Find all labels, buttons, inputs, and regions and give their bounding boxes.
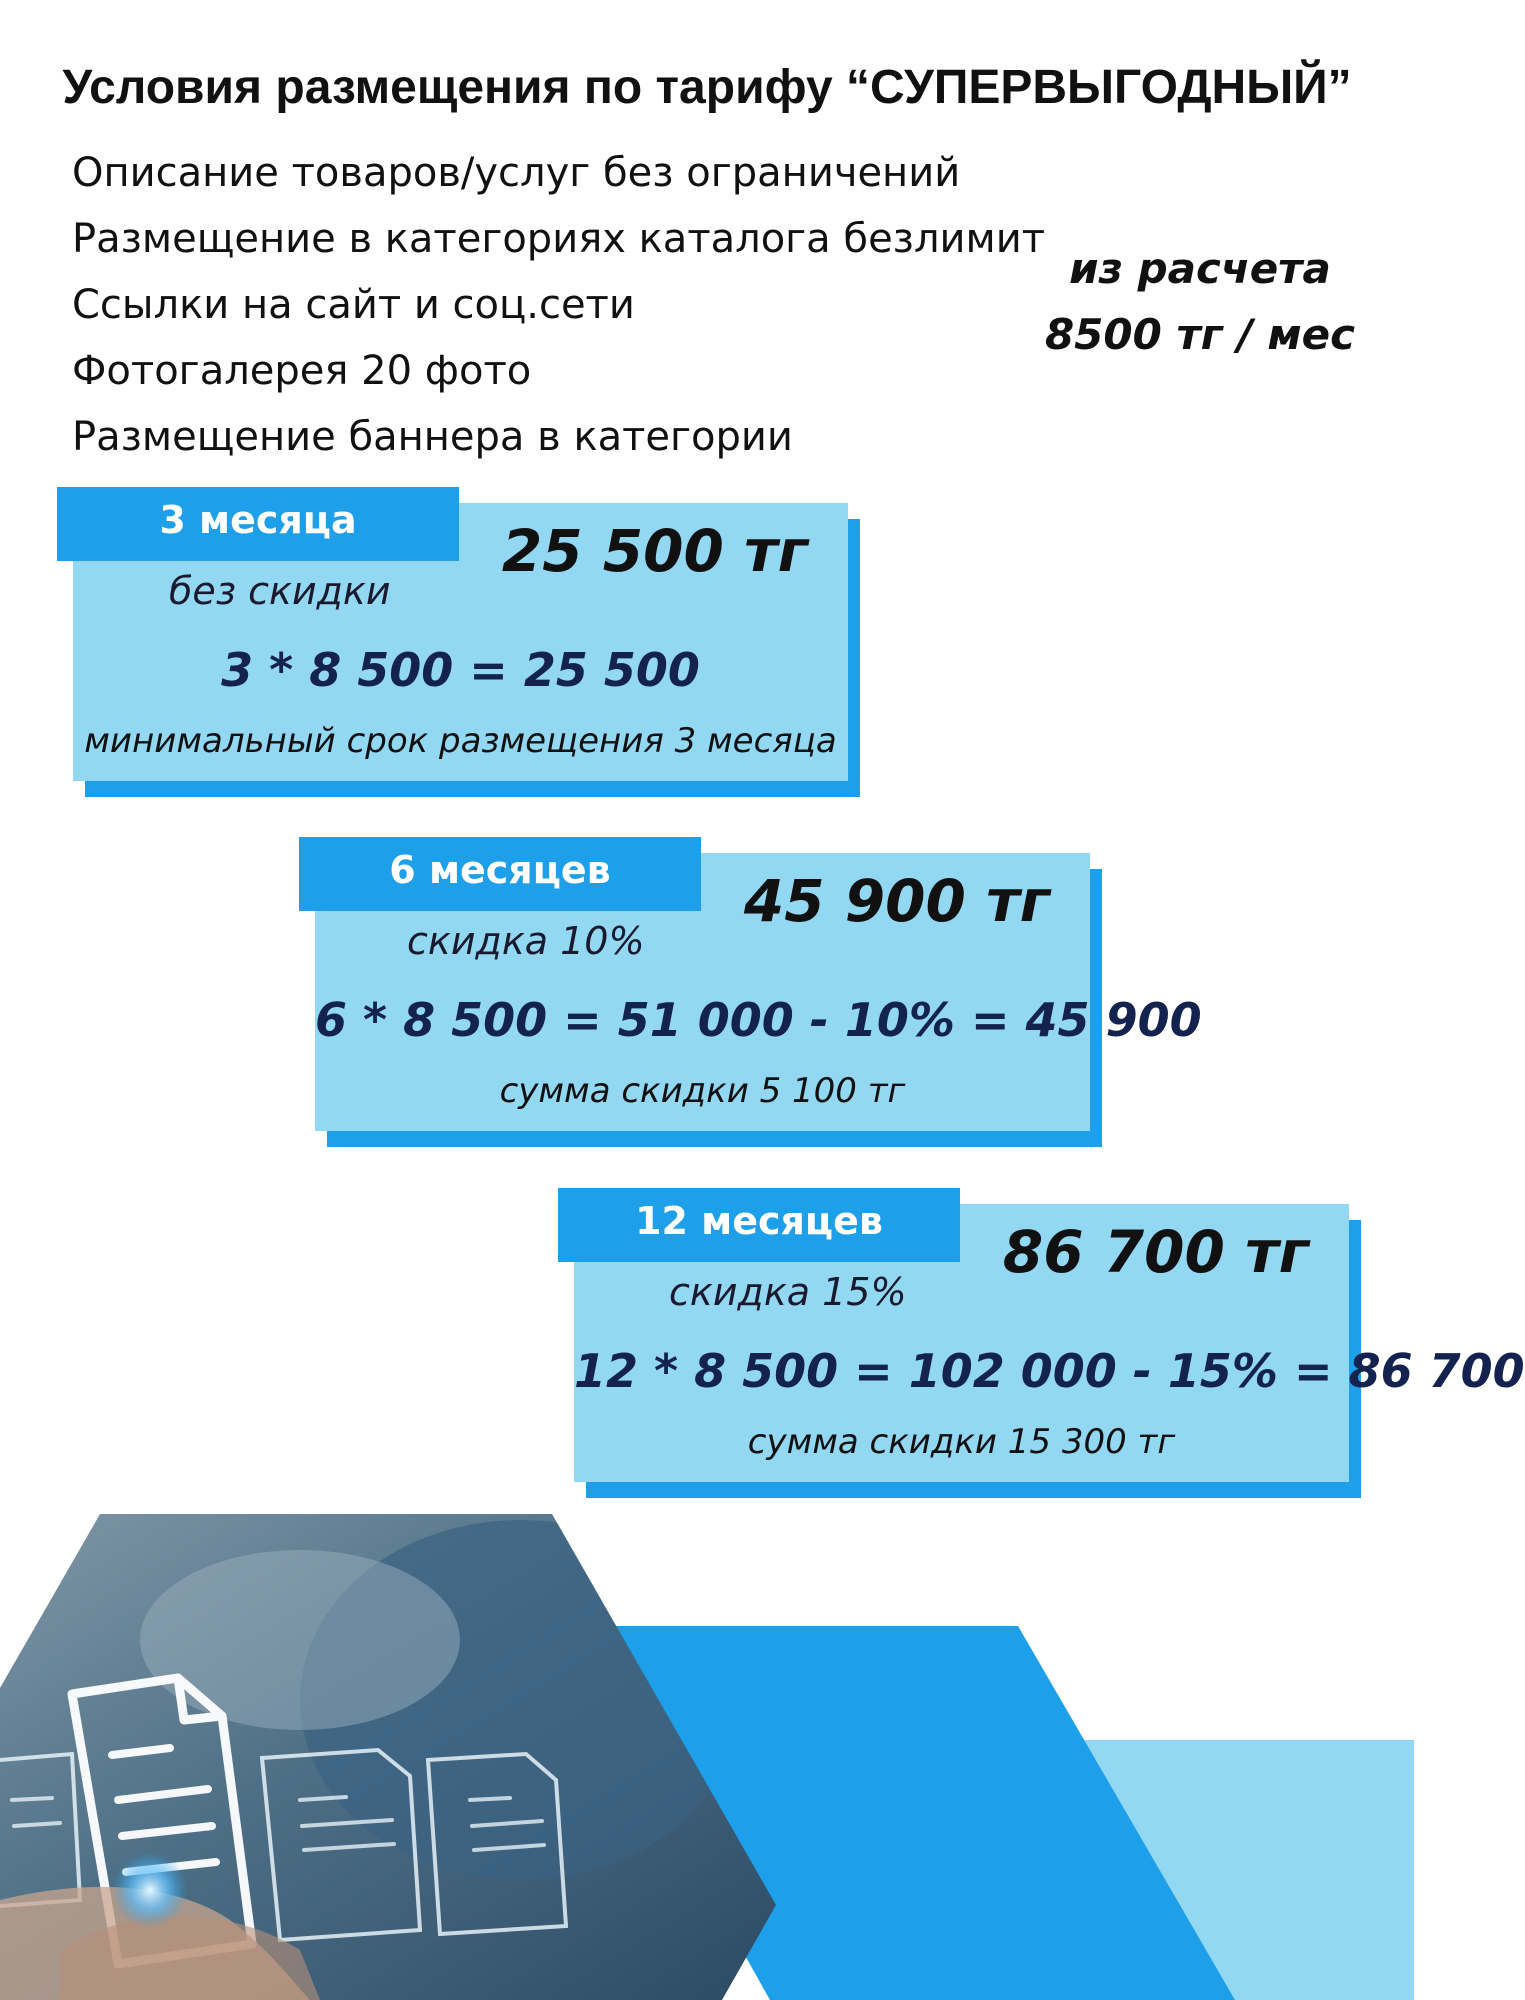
plan-period-label: 12 месяцев xyxy=(558,1188,960,1262)
hand-touching-documents-photo xyxy=(0,1514,800,2000)
plan-formula: 3 * 8 500 = 25 500 xyxy=(221,643,700,697)
plan-note: сумма скидки 5 100 тг xyxy=(499,1071,906,1111)
plan-price: 25 500 тг xyxy=(501,517,808,585)
feature-item: Размещение баннера в категории xyxy=(72,414,793,460)
plan-price: 86 700 тг xyxy=(1002,1218,1309,1286)
rate-line1: из расчета xyxy=(1069,244,1331,293)
feature-item: Ссылки на сайт и соц.сети xyxy=(72,282,635,328)
plan-note: сумма скидки 15 300 тг xyxy=(747,1422,1176,1462)
plan-price: 45 900 тг xyxy=(743,867,1050,935)
plan-discount: без скидки xyxy=(169,569,391,613)
plan-note: минимальный срок размещения 3 месяца xyxy=(84,721,837,761)
plan-discount: скидка 10% xyxy=(407,919,645,963)
rate-line2: 8500 тг / мес xyxy=(1044,310,1356,359)
plan-discount: скидка 15% xyxy=(669,1270,907,1314)
plan-formula: 6 * 8 500 = 51 000 - 10% = 45 900 xyxy=(315,993,1202,1047)
plan-period-label: 6 месяцев xyxy=(299,837,701,911)
plan-period-label: 3 месяца xyxy=(57,487,459,561)
feature-item: Описание товаров/услуг без ограничений xyxy=(72,150,961,196)
feature-item: Размещение в категориях каталога безлимит xyxy=(72,216,1045,262)
feature-item: Фотогалерея 20 фото xyxy=(72,348,532,394)
plan-formula: 12 * 8 500 = 102 000 - 15% = 86 700 xyxy=(574,1344,1525,1398)
page-title: Условия размещения по тарифу “СУПЕРВЫГОДНЫЙ” xyxy=(62,61,1352,114)
